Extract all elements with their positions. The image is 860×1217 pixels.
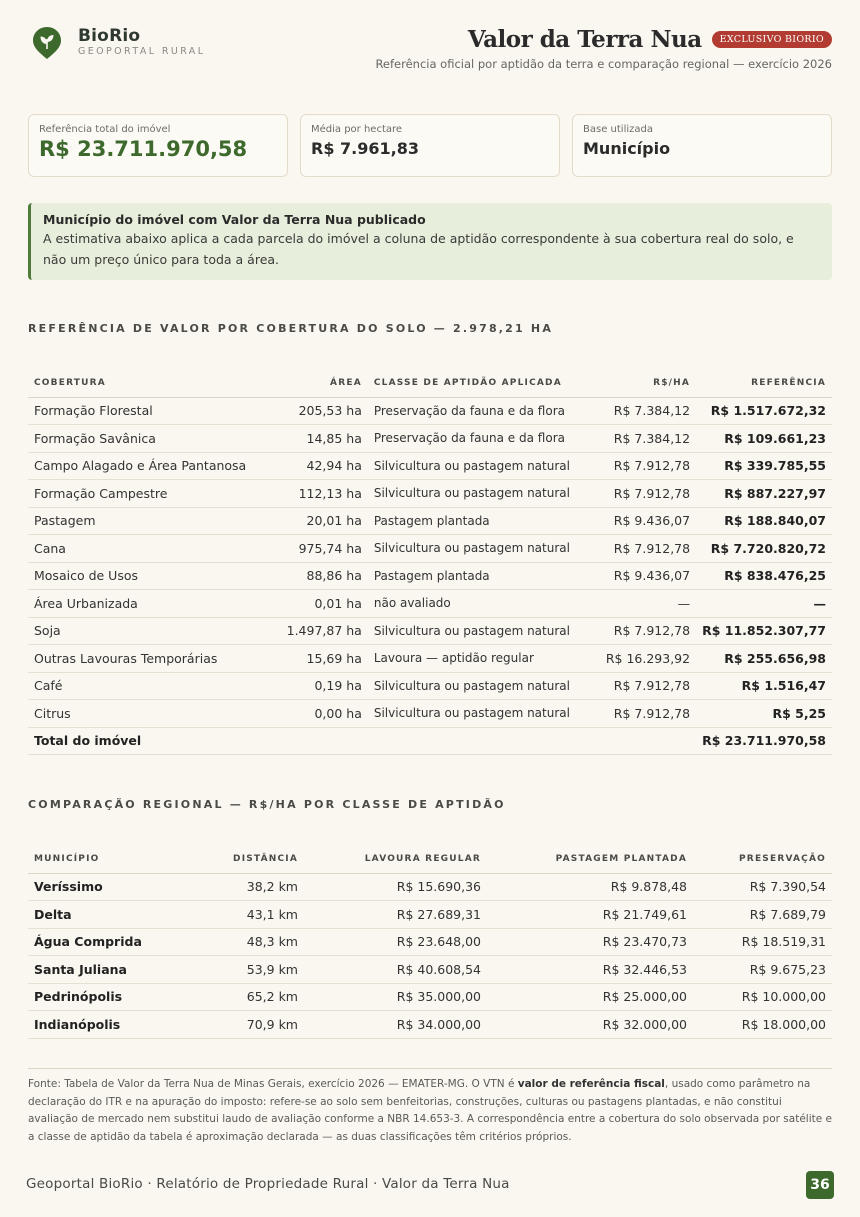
region-section-title: COMPARAÇÃO REGIONAL — R$/HA POR CLASSE DE APTIDÃO	[28, 798, 506, 811]
table-cell: R$ 35.000,00	[304, 983, 487, 1011]
table-row	[28, 645, 832, 673]
table-cell: Silvicultura ou pastagem natural	[368, 480, 576, 508]
table-row	[28, 617, 832, 645]
table-cell: Lavoura — aptidão regular	[368, 645, 576, 673]
table-cell: R$ 32.000,00	[487, 1011, 693, 1039]
table-row	[28, 983, 832, 1011]
table-cell: R$ 9.675,23	[693, 956, 832, 984]
card-value: R$ 7.961,83	[311, 139, 419, 158]
page-footer: Geoportal BioRio · Relatório de Propriedade Rural · Valor da Terra Nua	[26, 1176, 510, 1192]
table-cell: R$ 7.384,12	[576, 397, 696, 425]
total-value: R$ 23.711.970,58	[696, 727, 832, 755]
table-cell: 38,2 km	[208, 873, 304, 901]
table-cell: 112,13 ha	[281, 480, 368, 508]
notice-title: Município do imóvel com Valor da Terra Nua publicado	[43, 212, 426, 227]
table-cell: R$ 339.785,55	[696, 452, 832, 480]
brand-subtitle: GEOPORTAL RURAL	[78, 46, 206, 57]
notice-text: A estimativa abaixo aplica a cada parcela do imóvel a coluna de aptidão correspondente à sua cobertura real do solo, e não um preço único para toda a área.	[43, 231, 794, 267]
table-row	[28, 956, 832, 984]
column-header: PASTAGEM PLANTADA	[487, 846, 693, 873]
table-cell: 43,1 km	[208, 901, 304, 929]
table-row	[28, 928, 832, 956]
page-subtitle: Referência oficial por aptidão da terra e comparação regional — exercício 2026	[375, 57, 832, 71]
column-header: PRESERVAÇÃO	[693, 846, 832, 873]
table-cell: R$ 11.852.307,77	[696, 617, 832, 645]
base-used-card	[572, 114, 832, 177]
table-cell: R$ 40.608,54	[304, 956, 487, 984]
table-cell: Pastagem	[28, 507, 281, 535]
table-cell: Silvicultura ou pastagem natural	[368, 672, 576, 700]
table-cell: R$ 34.000,00	[304, 1011, 487, 1039]
table-row	[28, 672, 832, 700]
table-cell: 205,53 ha	[281, 397, 368, 425]
table-cell: R$ 5,25	[696, 700, 832, 728]
table-row	[28, 535, 832, 563]
table-cell: R$ 109.661,23	[696, 425, 832, 453]
table-cell: R$ 7.912,78	[576, 452, 696, 480]
table-cell: Citrus	[28, 700, 281, 728]
total-row	[28, 727, 832, 755]
table-cell: —	[576, 590, 696, 618]
table-row	[28, 425, 832, 453]
table-cell: R$ 15.690,36	[304, 873, 487, 901]
card-label: Média por hectare	[311, 124, 403, 135]
table-cell: 48,3 km	[208, 928, 304, 956]
total-label: Total do imóvel	[28, 727, 281, 755]
table-cell: Campo Alagado e Área Pantanosa	[28, 452, 281, 480]
table-cell: R$ 23.648,00	[304, 928, 487, 956]
page-header	[28, 24, 832, 80]
table-row	[28, 480, 832, 508]
table-cell: Indianópolis	[28, 1011, 208, 1039]
table-row	[28, 452, 832, 480]
table-cell: 14,85 ha	[281, 425, 368, 453]
column-header: R$/HA	[576, 370, 696, 397]
table-cell: R$ 7.912,78	[576, 700, 696, 728]
table-cell: R$ 18.519,31	[693, 928, 832, 956]
table-cell: não avaliado	[368, 590, 576, 618]
table-cell: R$ 10.000,00	[693, 983, 832, 1011]
table-cell: R$ 16.293,92	[576, 645, 696, 673]
table-cell: R$ 7.384,12	[576, 425, 696, 453]
table-cell: Veríssimo	[28, 873, 208, 901]
table-cell: R$ 27.689,31	[304, 901, 487, 929]
table-cell: R$ 9.436,07	[576, 562, 696, 590]
exclusive-badge: EXCLUSIVO BIORIO	[712, 31, 832, 48]
table-cell: Água Comprida	[28, 928, 208, 956]
footnote-text: , usado como parâmetro na declaração do ITR e na apuração do imposto: refere-se ao solo sem benfeitorias, construções, culturas ou pastagens plantadas, e não constitui avaliação de mercado nem substitui laudo de avaliação conforme a NBR 14.653-3. A correspondência entre a cobertura do solo observada por satélite e a classe de aptidão da tabela é aproximação declarada — as duas classificações têm critérios próprios.	[28, 1078, 832, 1143]
table-row	[28, 901, 832, 929]
table-header-row	[28, 846, 832, 873]
table-cell: Formação Florestal	[28, 397, 281, 425]
card-value: R$ 23.711.970,58	[39, 137, 248, 161]
table-cell: 15,69 ha	[281, 645, 368, 673]
table-cell: R$ 188.840,07	[696, 507, 832, 535]
table-cell: R$ 25.000,00	[487, 983, 693, 1011]
table-cell: 70,9 km	[208, 1011, 304, 1039]
table-cell: R$ 7.912,78	[576, 535, 696, 563]
table-cell: R$ 1.516,47	[696, 672, 832, 700]
table-cell: Formação Campestre	[28, 480, 281, 508]
table-cell: Silvicultura ou pastagem natural	[368, 617, 576, 645]
table-cell: Pastagem plantada	[368, 562, 576, 590]
table-cell: 0,19 ha	[281, 672, 368, 700]
brand-name: BioRio	[78, 26, 141, 46]
table-row	[28, 562, 832, 590]
column-header: MUNICÍPIO	[28, 846, 208, 873]
table-cell: Delta	[28, 901, 208, 929]
column-header: ÁREA	[281, 370, 368, 397]
table-cell: 53,9 km	[208, 956, 304, 984]
table-cell: Área Urbanizada	[28, 590, 281, 618]
table-cell: R$ 7.912,78	[576, 617, 696, 645]
table-cell: Outras Lavouras Temporárias	[28, 645, 281, 673]
summary-cards	[28, 114, 832, 177]
table-cell: R$ 7.912,78	[576, 672, 696, 700]
info-notice	[28, 203, 832, 280]
table-cell: Preservação da fauna e da flora	[368, 397, 576, 425]
table-cell: 975,74 ha	[281, 535, 368, 563]
table-cell: R$ 1.517.672,32	[696, 397, 832, 425]
card-value: Município	[583, 139, 671, 158]
table-cell: 0,01 ha	[281, 590, 368, 618]
column-header: COBERTURA	[28, 370, 281, 397]
table-cell: Formação Savânica	[28, 425, 281, 453]
table-cell: Soja	[28, 617, 281, 645]
table-row	[28, 1011, 832, 1039]
table-cell: 1.497,87 ha	[281, 617, 368, 645]
page-title: Valor da Terra Nua	[467, 26, 702, 53]
source-footnote	[28, 1068, 832, 1146]
table-cell: R$ 7.912,78	[576, 480, 696, 508]
table-header-row	[28, 370, 832, 397]
card-label: Referência total do imóvel	[39, 124, 171, 135]
column-header: LAVOURA REGULAR	[304, 846, 487, 873]
table-cell: R$ 7.689,79	[693, 901, 832, 929]
table-row	[28, 873, 832, 901]
table-cell: Silvicultura ou pastagem natural	[368, 700, 576, 728]
table-cell: 65,2 km	[208, 983, 304, 1011]
table-row	[28, 507, 832, 535]
cover-section-title: REFERÊNCIA DE VALOR POR COBERTURA DO SOLO — 2.978,21 HA	[28, 322, 554, 335]
column-header: DISTÂNCIA	[208, 846, 304, 873]
table-cell: R$ 7.390,54	[693, 873, 832, 901]
table-row	[28, 700, 832, 728]
table-cell: Cana	[28, 535, 281, 563]
table-cell: Pastagem plantada	[368, 507, 576, 535]
table-cell: Mosaico de Usos	[28, 562, 281, 590]
table-cell: Pedrinópolis	[28, 983, 208, 1011]
table-cell: R$ 21.749,61	[487, 901, 693, 929]
page-number: 36	[806, 1171, 834, 1199]
table-cell: 88,86 ha	[281, 562, 368, 590]
table-cell: R$ 7.720.820,72	[696, 535, 832, 563]
card-label: Base utilizada	[583, 124, 653, 135]
table-cell: R$ 887.227,97	[696, 480, 832, 508]
title-row	[468, 26, 832, 53]
leaf-pin-icon	[32, 26, 62, 60]
table-cell: R$ 838.476,25	[696, 562, 832, 590]
table-cell: R$ 32.446,53	[487, 956, 693, 984]
land-cover-table	[28, 370, 832, 755]
table-cell: R$ 23.470,73	[487, 928, 693, 956]
table-cell: —	[696, 590, 832, 618]
footnote-emphasis: valor de referência fiscal	[517, 1078, 665, 1090]
table-cell: Silvicultura ou pastagem natural	[368, 535, 576, 563]
table-cell: Silvicultura ou pastagem natural	[368, 452, 576, 480]
table-cell: R$ 18.000,00	[693, 1011, 832, 1039]
table-row	[28, 397, 832, 425]
table-cell: 0,00 ha	[281, 700, 368, 728]
table-cell: 42,94 ha	[281, 452, 368, 480]
footnote-text: Fonte: Tabela de Valor da Terra Nua de Minas Gerais, exercício 2026 — EMATER-MG. O VTN é	[28, 1078, 518, 1090]
table-cell: R$ 9.878,48	[487, 873, 693, 901]
regional-comparison-table	[28, 846, 832, 1039]
total-reference-card	[28, 114, 288, 177]
table-cell: Café	[28, 672, 281, 700]
column-header: REFERÊNCIA	[696, 370, 832, 397]
average-per-hectare-card	[300, 114, 560, 177]
table-row	[28, 590, 832, 618]
table-cell: Preservação da fauna e da flora	[368, 425, 576, 453]
table-cell: Santa Juliana	[28, 956, 208, 984]
table-cell: R$ 9.436,07	[576, 507, 696, 535]
table-cell: R$ 255.656,98	[696, 645, 832, 673]
table-cell: 20,01 ha	[281, 507, 368, 535]
column-header: CLASSE DE APTIDÃO APLICADA	[368, 370, 576, 397]
